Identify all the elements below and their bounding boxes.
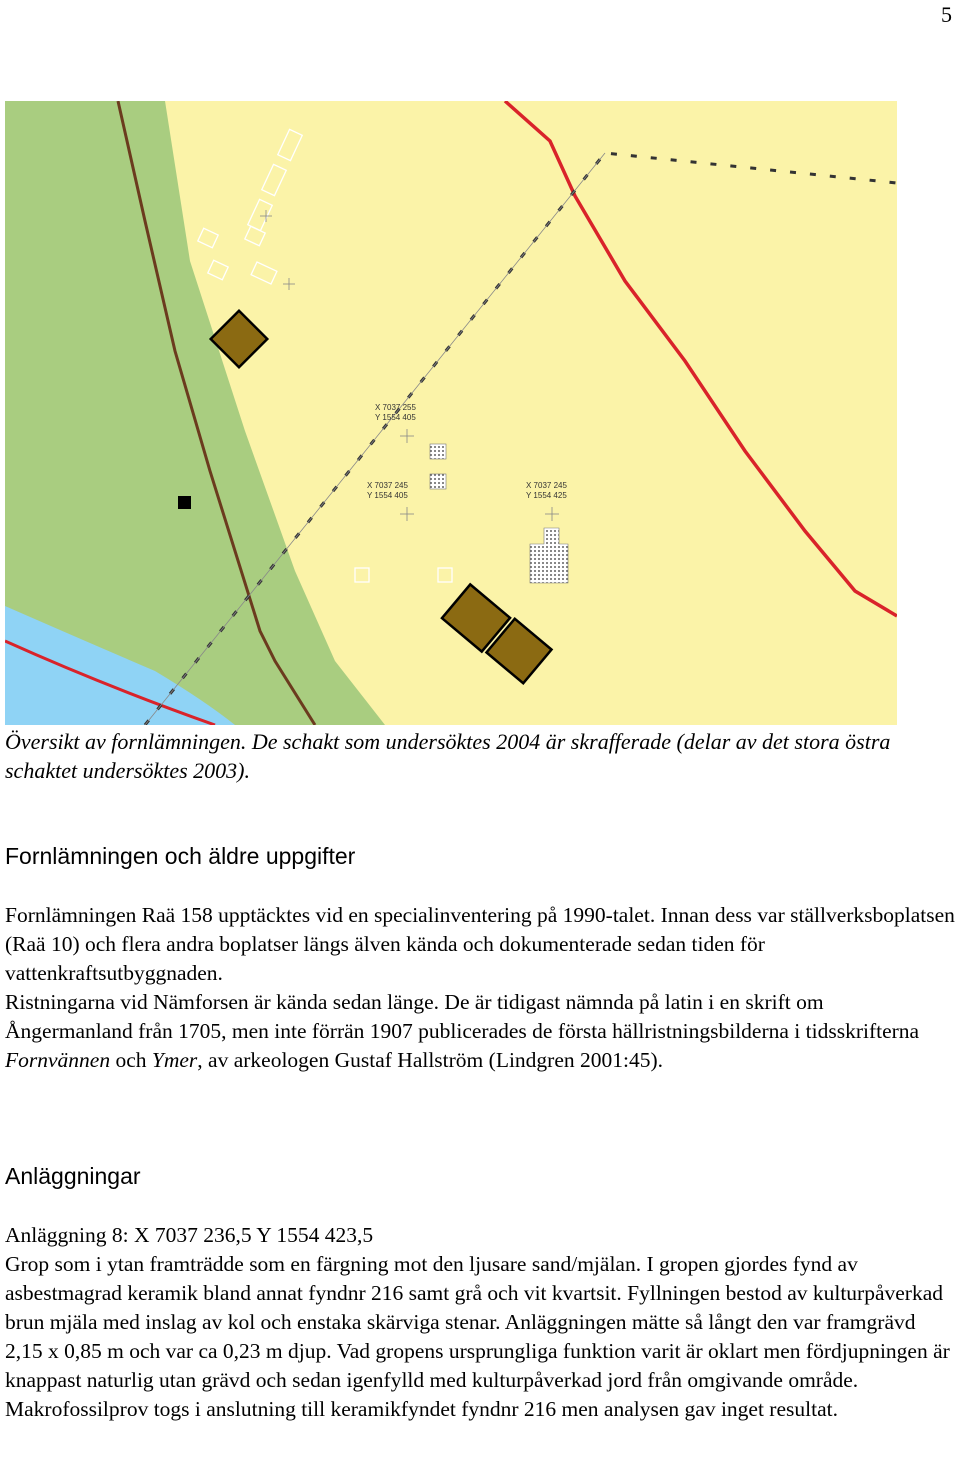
coordinate-label-1 xyxy=(375,403,416,422)
rock-carvings-text-2: och xyxy=(110,1048,152,1072)
svg-text:Y 1554 405: Y 1554 405 xyxy=(367,491,408,500)
feature-8-title: Anläggning 8: X 7037 236,5 Y 1554 423,5 xyxy=(5,1223,374,1247)
black-marker xyxy=(178,496,191,509)
coordinate-label-3 xyxy=(526,481,567,500)
journal-fornvannen: Fornvännen xyxy=(5,1048,111,1072)
page-number: 5 xyxy=(941,2,952,27)
svg-text:X 7037 255: X 7037 255 xyxy=(375,403,416,412)
paragraph-rock-carvings xyxy=(5,988,955,1075)
hatched-trench-2 xyxy=(430,474,446,489)
section-heading-history: Fornlämningen och äldre uppgifter xyxy=(5,843,356,869)
journal-ymer: Ymer xyxy=(151,1048,198,1072)
section-heading-features: Anläggningar xyxy=(5,1163,141,1189)
svg-text:X 7037 245: X 7037 245 xyxy=(367,481,408,490)
coordinate-label-2 xyxy=(367,481,408,500)
paragraph-discovery: Fornlämningen Raä 158 upptäcktes vid en specialinventering på 1990-talet. Innan dess var ställverksboplatsen (Raä 10) och flera andra boplatser längs älven kända och dokumenterade sedan tiden för vattenkraftsutbyggnaden. xyxy=(5,903,955,985)
svg-text:Y 1554 425: Y 1554 425 xyxy=(526,491,567,500)
svg-text:X 7037 245: X 7037 245 xyxy=(526,481,567,490)
hatched-trench-1 xyxy=(430,444,446,459)
rock-carvings-text-1: Ristningarna vid Nämforsen är kända sedan länge. De är tidigast nämnda på latin i en skrift om Ångermanland från 1705, men inte förrän 1907 publicerades de första hällristningsbilderna i tidsskrifterna xyxy=(5,990,925,1043)
figure-caption: Översikt av fornlämningen. De schakt som undersöktes 2004 är skrafferade (delar av det stora östra schaktet undersöktes 2003). xyxy=(5,729,891,783)
feature-8-description: Grop som i ytan framträdde som en färgning mot den ljusare sand/mjälan. I gropen gjordes fynd av asbestmagrad keramik bland annat fyndnr 216 samt grå och vit kvartsit. Fyllningen bestod av kulturpåverkad brun mjäla med inslag av kol och enstaka skärviga stenar. Anläggningen mätte så långt den var framgrävd 2,15 x 0,85 m och var ca 0,23 m djup. Vad gropens ursprungliga funktion varit är oklart men fördjupningen är knappast naturlig utan grävd och sedan igenfylld med kulturpåverkad jord från omgivande område. Makrofossilprov togs i anslutning till keramikfyndet fyndnr 216 men analysen gav inget resultat. xyxy=(5,1252,950,1421)
rock-carvings-text-3: , av arkeologen Gustaf Hallström (Lindgren 2001:45). xyxy=(197,1048,664,1072)
site-map xyxy=(5,101,897,725)
svg-text:Y 1554 405: Y 1554 405 xyxy=(375,413,416,422)
